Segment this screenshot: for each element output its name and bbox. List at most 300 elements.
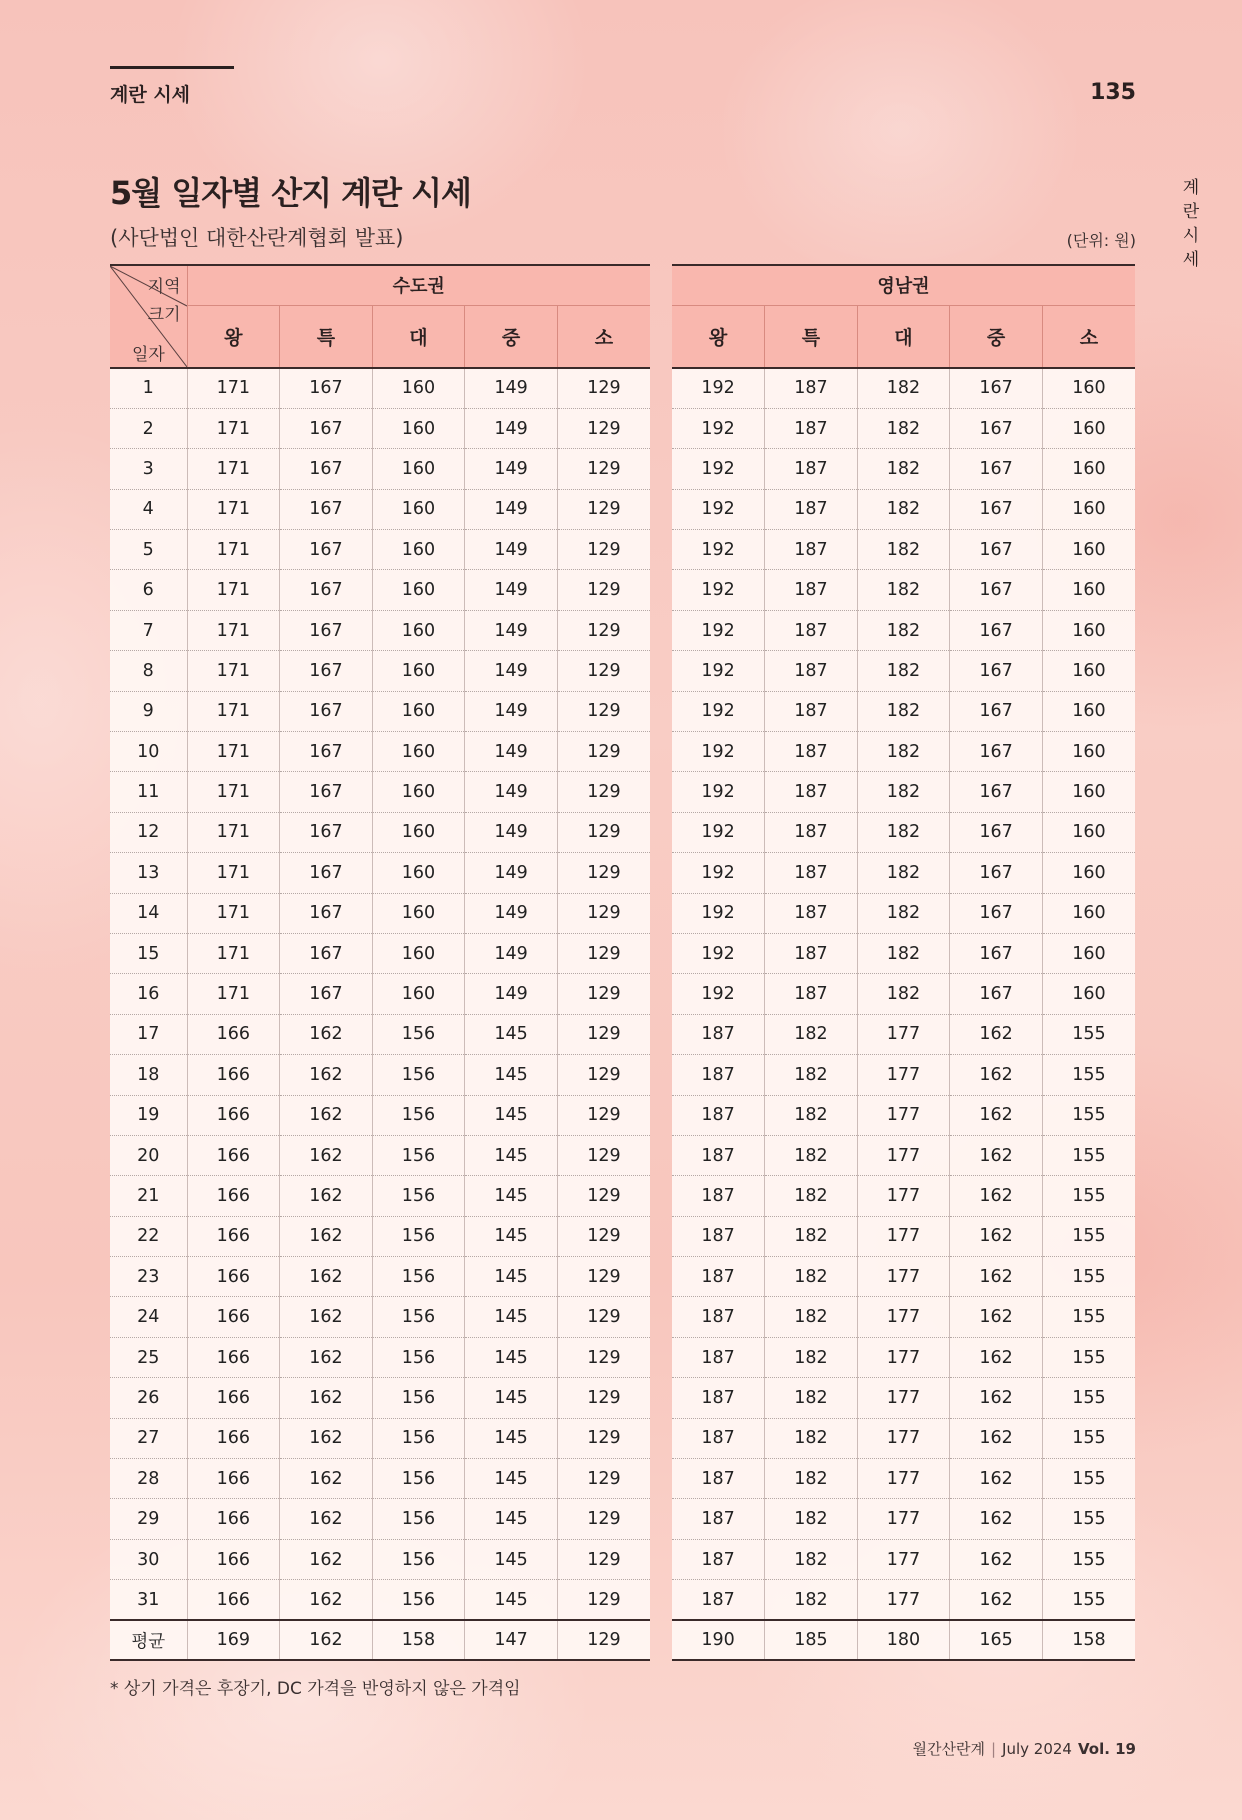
price-cell-capital: 145 bbox=[465, 1378, 558, 1418]
day-cell: 13 bbox=[110, 853, 187, 893]
price-cell-yeongnam: 162 bbox=[950, 1176, 1043, 1216]
price-cell-capital: 166 bbox=[187, 1055, 280, 1095]
price-cell-yeongnam: 187 bbox=[765, 651, 858, 691]
price-cell-yeongnam: 155 bbox=[1042, 1378, 1135, 1418]
price-cell-yeongnam: 160 bbox=[1042, 772, 1135, 812]
price-cell-capital: 167 bbox=[280, 610, 373, 650]
price-cell-capital: 149 bbox=[465, 610, 558, 650]
price-cell-capital: 166 bbox=[187, 1095, 280, 1135]
size-header-capital: 왕 bbox=[187, 305, 280, 368]
price-cell-capital: 166 bbox=[187, 1418, 280, 1458]
day-cell: 21 bbox=[110, 1176, 187, 1216]
table-row bbox=[110, 1216, 650, 1256]
price-cell-yeongnam: 162 bbox=[950, 1135, 1043, 1175]
price-cell-capital: 160 bbox=[372, 732, 465, 772]
price-cell-yeongnam: 155 bbox=[1042, 1014, 1135, 1054]
price-cell-capital: 166 bbox=[187, 1539, 280, 1579]
price-cell-yeongnam: 160 bbox=[1042, 812, 1135, 852]
day-cell: 20 bbox=[110, 1135, 187, 1175]
table-row bbox=[110, 812, 650, 852]
price-cell-yeongnam: 167 bbox=[950, 570, 1043, 610]
price-cell-capital: 166 bbox=[187, 1297, 280, 1337]
price-cell-yeongnam: 192 bbox=[672, 933, 765, 973]
price-cell-yeongnam: 192 bbox=[672, 530, 765, 570]
price-cell-yeongnam: 160 bbox=[1042, 570, 1135, 610]
price-cell-capital: 129 bbox=[557, 1055, 650, 1095]
price-cell-yeongnam: 167 bbox=[950, 691, 1043, 731]
price-cell-yeongnam: 182 bbox=[857, 449, 950, 489]
table-row bbox=[110, 933, 650, 973]
price-cell-yeongnam: 167 bbox=[950, 732, 1043, 772]
price-cell-capital: 129 bbox=[557, 1297, 650, 1337]
unit-label: (단위: 원) bbox=[1066, 231, 1136, 250]
price-cell-yeongnam: 155 bbox=[1042, 1135, 1135, 1175]
price-cell-yeongnam: 160 bbox=[1042, 974, 1135, 1014]
price-cell-capital: 160 bbox=[372, 974, 465, 1014]
price-cell-yeongnam: 182 bbox=[857, 651, 950, 691]
table-row bbox=[672, 1095, 1135, 1135]
price-cell-capital: 156 bbox=[372, 1095, 465, 1135]
price-cell-capital: 162 bbox=[280, 1297, 373, 1337]
table-row bbox=[110, 651, 650, 691]
top-rule bbox=[110, 66, 234, 69]
price-cell-yeongnam: 187 bbox=[765, 974, 858, 1014]
footer-volume: Vol. 19 bbox=[1077, 1740, 1136, 1758]
price-cell-yeongnam: 155 bbox=[1042, 1539, 1135, 1579]
price-cell-yeongnam: 187 bbox=[672, 1539, 765, 1579]
price-cell-yeongnam: 177 bbox=[857, 1580, 950, 1620]
price-cell-capital: 149 bbox=[465, 489, 558, 529]
price-cell-capital: 162 bbox=[280, 1135, 373, 1175]
day-cell: 4 bbox=[110, 489, 187, 529]
price-cell-capital: 129 bbox=[557, 408, 650, 448]
day-cell: 14 bbox=[110, 893, 187, 933]
table-row bbox=[110, 691, 650, 731]
price-cell-yeongnam: 160 bbox=[1042, 651, 1135, 691]
table-row bbox=[110, 1257, 650, 1297]
price-cell-capital: 156 bbox=[372, 1216, 465, 1256]
price-cell-capital: 166 bbox=[187, 1216, 280, 1256]
price-cell-yeongnam: 192 bbox=[672, 893, 765, 933]
size-header-yeongnam: 대 bbox=[857, 305, 950, 368]
price-cell-yeongnam: 187 bbox=[672, 1216, 765, 1256]
price-cell-capital: 160 bbox=[372, 489, 465, 529]
price-cell-capital: 149 bbox=[465, 772, 558, 812]
average-cell-yeongnam: 185 bbox=[765, 1620, 858, 1660]
price-cell-yeongnam: 187 bbox=[765, 530, 858, 570]
price-cell-capital: 160 bbox=[372, 610, 465, 650]
price-cell-capital: 162 bbox=[280, 1580, 373, 1620]
price-cell-capital: 129 bbox=[557, 691, 650, 731]
price-cell-yeongnam: 187 bbox=[672, 1014, 765, 1054]
price-cell-capital: 149 bbox=[465, 974, 558, 1014]
price-cell-yeongnam: 187 bbox=[672, 1378, 765, 1418]
day-cell: 10 bbox=[110, 732, 187, 772]
price-cell-capital: 166 bbox=[187, 1257, 280, 1297]
price-cell-yeongnam: 187 bbox=[765, 933, 858, 973]
average-cell-capital: 158 bbox=[372, 1620, 465, 1660]
day-cell: 29 bbox=[110, 1499, 187, 1539]
price-cell-capital: 171 bbox=[187, 489, 280, 529]
price-cell-yeongnam: 177 bbox=[857, 1095, 950, 1135]
price-cell-yeongnam: 160 bbox=[1042, 610, 1135, 650]
price-cell-capital: 162 bbox=[280, 1337, 373, 1377]
table-row bbox=[672, 1580, 1135, 1620]
price-cell-capital: 149 bbox=[465, 933, 558, 973]
price-cell-capital: 167 bbox=[280, 651, 373, 691]
price-cell-capital: 162 bbox=[280, 1459, 373, 1499]
price-cell-yeongnam: 187 bbox=[765, 772, 858, 812]
price-cell-capital: 171 bbox=[187, 530, 280, 570]
price-cell-yeongnam: 177 bbox=[857, 1055, 950, 1095]
price-cell-yeongnam: 182 bbox=[765, 1297, 858, 1337]
table-row bbox=[672, 1337, 1135, 1377]
price-cell-capital: 129 bbox=[557, 1216, 650, 1256]
average-cell-yeongnam: 180 bbox=[857, 1620, 950, 1660]
price-cell-yeongnam: 192 bbox=[672, 570, 765, 610]
price-cell-capital: 167 bbox=[280, 691, 373, 731]
price-cell-yeongnam: 192 bbox=[672, 651, 765, 691]
price-cell-yeongnam: 160 bbox=[1042, 489, 1135, 529]
price-cell-yeongnam: 155 bbox=[1042, 1418, 1135, 1458]
price-cell-capital: 129 bbox=[557, 1176, 650, 1216]
price-cell-capital: 149 bbox=[465, 732, 558, 772]
price-cell-capital: 160 bbox=[372, 893, 465, 933]
price-cell-yeongnam: 182 bbox=[765, 1378, 858, 1418]
price-cell-yeongnam: 160 bbox=[1042, 408, 1135, 448]
price-cell-yeongnam: 160 bbox=[1042, 732, 1135, 772]
footer-issue: July 2024 bbox=[1002, 1740, 1072, 1758]
price-cell-capital: 162 bbox=[280, 1378, 373, 1418]
table-row bbox=[672, 368, 1135, 408]
price-cell-yeongnam: 187 bbox=[765, 489, 858, 529]
table-row bbox=[672, 691, 1135, 731]
table-row bbox=[672, 1135, 1135, 1175]
price-cell-capital: 162 bbox=[280, 1176, 373, 1216]
price-cell-yeongnam: 182 bbox=[765, 1135, 858, 1175]
price-cell-yeongnam: 155 bbox=[1042, 1095, 1135, 1135]
table-row bbox=[110, 570, 650, 610]
price-cell-yeongnam: 187 bbox=[672, 1459, 765, 1499]
price-cell-yeongnam: 182 bbox=[857, 812, 950, 852]
price-cell-yeongnam: 192 bbox=[672, 853, 765, 893]
price-cell-capital: 167 bbox=[280, 732, 373, 772]
price-cell-yeongnam: 167 bbox=[950, 489, 1043, 529]
price-cell-yeongnam: 192 bbox=[672, 772, 765, 812]
price-cell-capital: 156 bbox=[372, 1580, 465, 1620]
table-row bbox=[110, 974, 650, 1014]
day-cell: 19 bbox=[110, 1095, 187, 1135]
price-cell-capital: 167 bbox=[280, 408, 373, 448]
price-cell-yeongnam: 192 bbox=[672, 974, 765, 1014]
price-cell-yeongnam: 187 bbox=[672, 1337, 765, 1377]
table-row bbox=[672, 489, 1135, 529]
average-label: 평균 bbox=[110, 1620, 187, 1660]
price-cell-capital: 129 bbox=[557, 1337, 650, 1377]
table-row bbox=[672, 1297, 1135, 1337]
price-cell-capital: 145 bbox=[465, 1095, 558, 1135]
price-cell-yeongnam: 177 bbox=[857, 1216, 950, 1256]
day-cell: 16 bbox=[110, 974, 187, 1014]
price-cell-capital: 129 bbox=[557, 1499, 650, 1539]
average-row bbox=[672, 1620, 1135, 1660]
price-cell-yeongnam: 162 bbox=[950, 1499, 1043, 1539]
price-cell-yeongnam: 187 bbox=[672, 1135, 765, 1175]
average-cell-yeongnam: 190 bbox=[672, 1620, 765, 1660]
price-cell-capital: 162 bbox=[280, 1055, 373, 1095]
price-cell-yeongnam: 177 bbox=[857, 1337, 950, 1377]
region-header-capital: 수도권 bbox=[187, 265, 650, 305]
price-cell-yeongnam: 167 bbox=[950, 853, 1043, 893]
day-cell: 30 bbox=[110, 1539, 187, 1579]
price-cell-yeongnam: 187 bbox=[765, 408, 858, 448]
day-cell: 1 bbox=[110, 368, 187, 408]
price-cell-yeongnam: 160 bbox=[1042, 893, 1135, 933]
price-cell-capital: 160 bbox=[372, 449, 465, 489]
price-cell-yeongnam: 187 bbox=[672, 1297, 765, 1337]
size-header-yeongnam: 중 bbox=[950, 305, 1043, 368]
price-cell-capital: 156 bbox=[372, 1378, 465, 1418]
price-cell-yeongnam: 187 bbox=[765, 893, 858, 933]
price-cell-capital: 129 bbox=[557, 489, 650, 529]
price-cell-capital: 149 bbox=[465, 691, 558, 731]
price-cell-yeongnam: 182 bbox=[857, 570, 950, 610]
price-cell-yeongnam: 162 bbox=[950, 1297, 1043, 1337]
average-row bbox=[110, 1620, 650, 1660]
price-cell-yeongnam: 177 bbox=[857, 1378, 950, 1418]
price-cell-yeongnam: 187 bbox=[672, 1257, 765, 1297]
price-cell-capital: 149 bbox=[465, 893, 558, 933]
price-cell-capital: 129 bbox=[557, 1135, 650, 1175]
price-cell-yeongnam: 162 bbox=[950, 1337, 1043, 1377]
price-cell-capital: 149 bbox=[465, 530, 558, 570]
table-row bbox=[672, 1014, 1135, 1054]
price-cell-yeongnam: 167 bbox=[950, 408, 1043, 448]
day-cell: 27 bbox=[110, 1418, 187, 1458]
price-cell-yeongnam: 187 bbox=[672, 1580, 765, 1620]
table-row bbox=[110, 1418, 650, 1458]
price-cell-yeongnam: 162 bbox=[950, 1055, 1043, 1095]
price-cell-yeongnam: 177 bbox=[857, 1135, 950, 1175]
price-cell-capital: 145 bbox=[465, 1459, 558, 1499]
price-cell-yeongnam: 160 bbox=[1042, 853, 1135, 893]
table-row bbox=[110, 853, 650, 893]
price-cell-capital: 129 bbox=[557, 812, 650, 852]
price-cell-capital: 167 bbox=[280, 489, 373, 529]
page-number: 135 bbox=[1090, 80, 1136, 105]
price-cell-yeongnam: 162 bbox=[950, 1418, 1043, 1458]
price-cell-capital: 129 bbox=[557, 732, 650, 772]
size-header-yeongnam: 왕 bbox=[672, 305, 765, 368]
section-label: 계란 시세 bbox=[110, 84, 191, 106]
table-row bbox=[672, 1216, 1135, 1256]
price-cell-yeongnam: 182 bbox=[857, 489, 950, 529]
price-cell-capital: 129 bbox=[557, 570, 650, 610]
table-row bbox=[672, 974, 1135, 1014]
size-header-capital: 소 bbox=[557, 305, 650, 368]
price-cell-yeongnam: 177 bbox=[857, 1176, 950, 1216]
table-row bbox=[672, 1539, 1135, 1579]
footnote: * 상기 가격은 후장기, DC 가격을 반영하지 않은 가격임 bbox=[110, 1679, 521, 1699]
day-cell: 28 bbox=[110, 1459, 187, 1499]
price-cell-capital: 162 bbox=[280, 1499, 373, 1539]
price-cell-yeongnam: 177 bbox=[857, 1459, 950, 1499]
price-cell-yeongnam: 187 bbox=[765, 368, 858, 408]
price-cell-yeongnam: 182 bbox=[765, 1216, 858, 1256]
price-cell-capital: 167 bbox=[280, 449, 373, 489]
price-cell-capital: 167 bbox=[280, 368, 373, 408]
price-cell-capital: 156 bbox=[372, 1337, 465, 1377]
price-cell-yeongnam: 167 bbox=[950, 893, 1043, 933]
price-cell-capital: 162 bbox=[280, 1216, 373, 1256]
price-cell-capital: 171 bbox=[187, 893, 280, 933]
price-cell-capital: 129 bbox=[557, 1014, 650, 1054]
price-cell-yeongnam: 155 bbox=[1042, 1499, 1135, 1539]
price-cell-capital: 156 bbox=[372, 1539, 465, 1579]
price-cell-yeongnam: 182 bbox=[765, 1014, 858, 1054]
price-cell-capital: 167 bbox=[280, 974, 373, 1014]
average-cell-capital: 147 bbox=[465, 1620, 558, 1660]
table-row bbox=[672, 530, 1135, 570]
day-cell: 11 bbox=[110, 772, 187, 812]
table-row bbox=[672, 570, 1135, 610]
price-cell-yeongnam: 187 bbox=[672, 1499, 765, 1539]
price-cell-yeongnam: 167 bbox=[950, 530, 1043, 570]
price-cell-yeongnam: 155 bbox=[1042, 1337, 1135, 1377]
price-cell-yeongnam: 182 bbox=[765, 1257, 858, 1297]
average-cell-capital: 129 bbox=[557, 1620, 650, 1660]
footer-separator: | bbox=[990, 1740, 997, 1758]
price-cell-capital: 156 bbox=[372, 1499, 465, 1539]
price-cell-capital: 149 bbox=[465, 853, 558, 893]
average-cell-yeongnam: 165 bbox=[950, 1620, 1043, 1660]
price-cell-capital: 145 bbox=[465, 1135, 558, 1175]
price-cell-yeongnam: 162 bbox=[950, 1257, 1043, 1297]
price-cell-capital: 145 bbox=[465, 1539, 558, 1579]
price-cell-capital: 166 bbox=[187, 1135, 280, 1175]
price-cell-capital: 145 bbox=[465, 1499, 558, 1539]
price-cell-capital: 171 bbox=[187, 974, 280, 1014]
price-cell-yeongnam: 192 bbox=[672, 691, 765, 731]
price-cell-capital: 167 bbox=[280, 772, 373, 812]
price-cell-yeongnam: 182 bbox=[857, 368, 950, 408]
price-cell-capital: 156 bbox=[372, 1014, 465, 1054]
price-cell-capital: 171 bbox=[187, 368, 280, 408]
price-cell-capital: 156 bbox=[372, 1459, 465, 1499]
price-cell-capital: 129 bbox=[557, 893, 650, 933]
table-row bbox=[110, 1499, 650, 1539]
price-cell-yeongnam: 177 bbox=[857, 1014, 950, 1054]
price-cell-yeongnam: 155 bbox=[1042, 1257, 1135, 1297]
page-title: 5월 일자별 산지 계란 시세 bbox=[110, 174, 471, 212]
price-cell-yeongnam: 187 bbox=[765, 570, 858, 610]
price-cell-capital: 171 bbox=[187, 570, 280, 610]
table-row bbox=[672, 1055, 1135, 1095]
day-cell: 8 bbox=[110, 651, 187, 691]
table-row bbox=[672, 732, 1135, 772]
table-row bbox=[110, 1135, 650, 1175]
price-cell-yeongnam: 192 bbox=[672, 489, 765, 529]
price-cell-capital: 129 bbox=[557, 933, 650, 973]
price-cell-capital: 167 bbox=[280, 933, 373, 973]
price-cell-capital: 171 bbox=[187, 691, 280, 731]
price-cell-capital: 129 bbox=[557, 1539, 650, 1579]
table-row bbox=[110, 893, 650, 933]
page-subtitle: (사단법인 대한산란계협회 발표) bbox=[110, 226, 404, 250]
price-cell-yeongnam: 160 bbox=[1042, 933, 1135, 973]
price-cell-yeongnam: 160 bbox=[1042, 691, 1135, 731]
table-row bbox=[672, 408, 1135, 448]
table-corner-header bbox=[110, 265, 187, 368]
price-cell-capital: 129 bbox=[557, 1459, 650, 1499]
price-cell-capital: 171 bbox=[187, 449, 280, 489]
price-cell-yeongnam: 160 bbox=[1042, 449, 1135, 489]
table-row bbox=[672, 893, 1135, 933]
table-row bbox=[672, 610, 1135, 650]
table-row bbox=[110, 1378, 650, 1418]
day-cell: 9 bbox=[110, 691, 187, 731]
price-cell-yeongnam: 167 bbox=[950, 449, 1043, 489]
price-cell-capital: 145 bbox=[465, 1257, 558, 1297]
price-cell-yeongnam: 182 bbox=[765, 1337, 858, 1377]
price-cell-yeongnam: 162 bbox=[950, 1216, 1043, 1256]
day-cell: 25 bbox=[110, 1337, 187, 1377]
table-row bbox=[110, 368, 650, 408]
page-footer bbox=[913, 1738, 1136, 1759]
price-cell-yeongnam: 155 bbox=[1042, 1176, 1135, 1216]
price-cell-yeongnam: 162 bbox=[950, 1014, 1043, 1054]
price-cell-yeongnam: 187 bbox=[765, 853, 858, 893]
price-cell-capital: 160 bbox=[372, 812, 465, 852]
price-cell-yeongnam: 182 bbox=[765, 1580, 858, 1620]
price-cell-yeongnam: 182 bbox=[857, 610, 950, 650]
price-cell-capital: 129 bbox=[557, 449, 650, 489]
table-row bbox=[110, 1580, 650, 1620]
day-cell: 23 bbox=[110, 1257, 187, 1297]
price-cell-capital: 171 bbox=[187, 408, 280, 448]
price-cell-yeongnam: 167 bbox=[950, 812, 1043, 852]
table-row bbox=[110, 1539, 650, 1579]
price-cell-yeongnam: 155 bbox=[1042, 1297, 1135, 1337]
price-cell-yeongnam: 187 bbox=[672, 1055, 765, 1095]
average-cell-capital: 162 bbox=[280, 1620, 373, 1660]
table-row bbox=[672, 1378, 1135, 1418]
price-cell-yeongnam: 182 bbox=[857, 974, 950, 1014]
price-cell-yeongnam: 167 bbox=[950, 933, 1043, 973]
price-cell-yeongnam: 155 bbox=[1042, 1459, 1135, 1499]
price-cell-capital: 149 bbox=[465, 408, 558, 448]
table-row bbox=[110, 449, 650, 489]
price-cell-yeongnam: 182 bbox=[857, 933, 950, 973]
table-row bbox=[672, 651, 1135, 691]
price-cell-capital: 162 bbox=[280, 1257, 373, 1297]
day-cell: 31 bbox=[110, 1580, 187, 1620]
price-cell-capital: 160 bbox=[372, 651, 465, 691]
price-cell-capital: 129 bbox=[557, 651, 650, 691]
price-cell-yeongnam: 167 bbox=[950, 974, 1043, 1014]
price-cell-capital: 156 bbox=[372, 1297, 465, 1337]
price-cell-capital: 167 bbox=[280, 812, 373, 852]
price-cell-yeongnam: 182 bbox=[857, 732, 950, 772]
corner-size-label: 크기 bbox=[147, 305, 181, 325]
price-cell-capital: 171 bbox=[187, 772, 280, 812]
price-cell-yeongnam: 182 bbox=[765, 1418, 858, 1458]
price-cell-capital: 149 bbox=[465, 570, 558, 610]
price-cell-capital: 156 bbox=[372, 1055, 465, 1095]
price-cell-yeongnam: 177 bbox=[857, 1539, 950, 1579]
price-cell-yeongnam: 187 bbox=[765, 449, 858, 489]
price-cell-capital: 166 bbox=[187, 1499, 280, 1539]
